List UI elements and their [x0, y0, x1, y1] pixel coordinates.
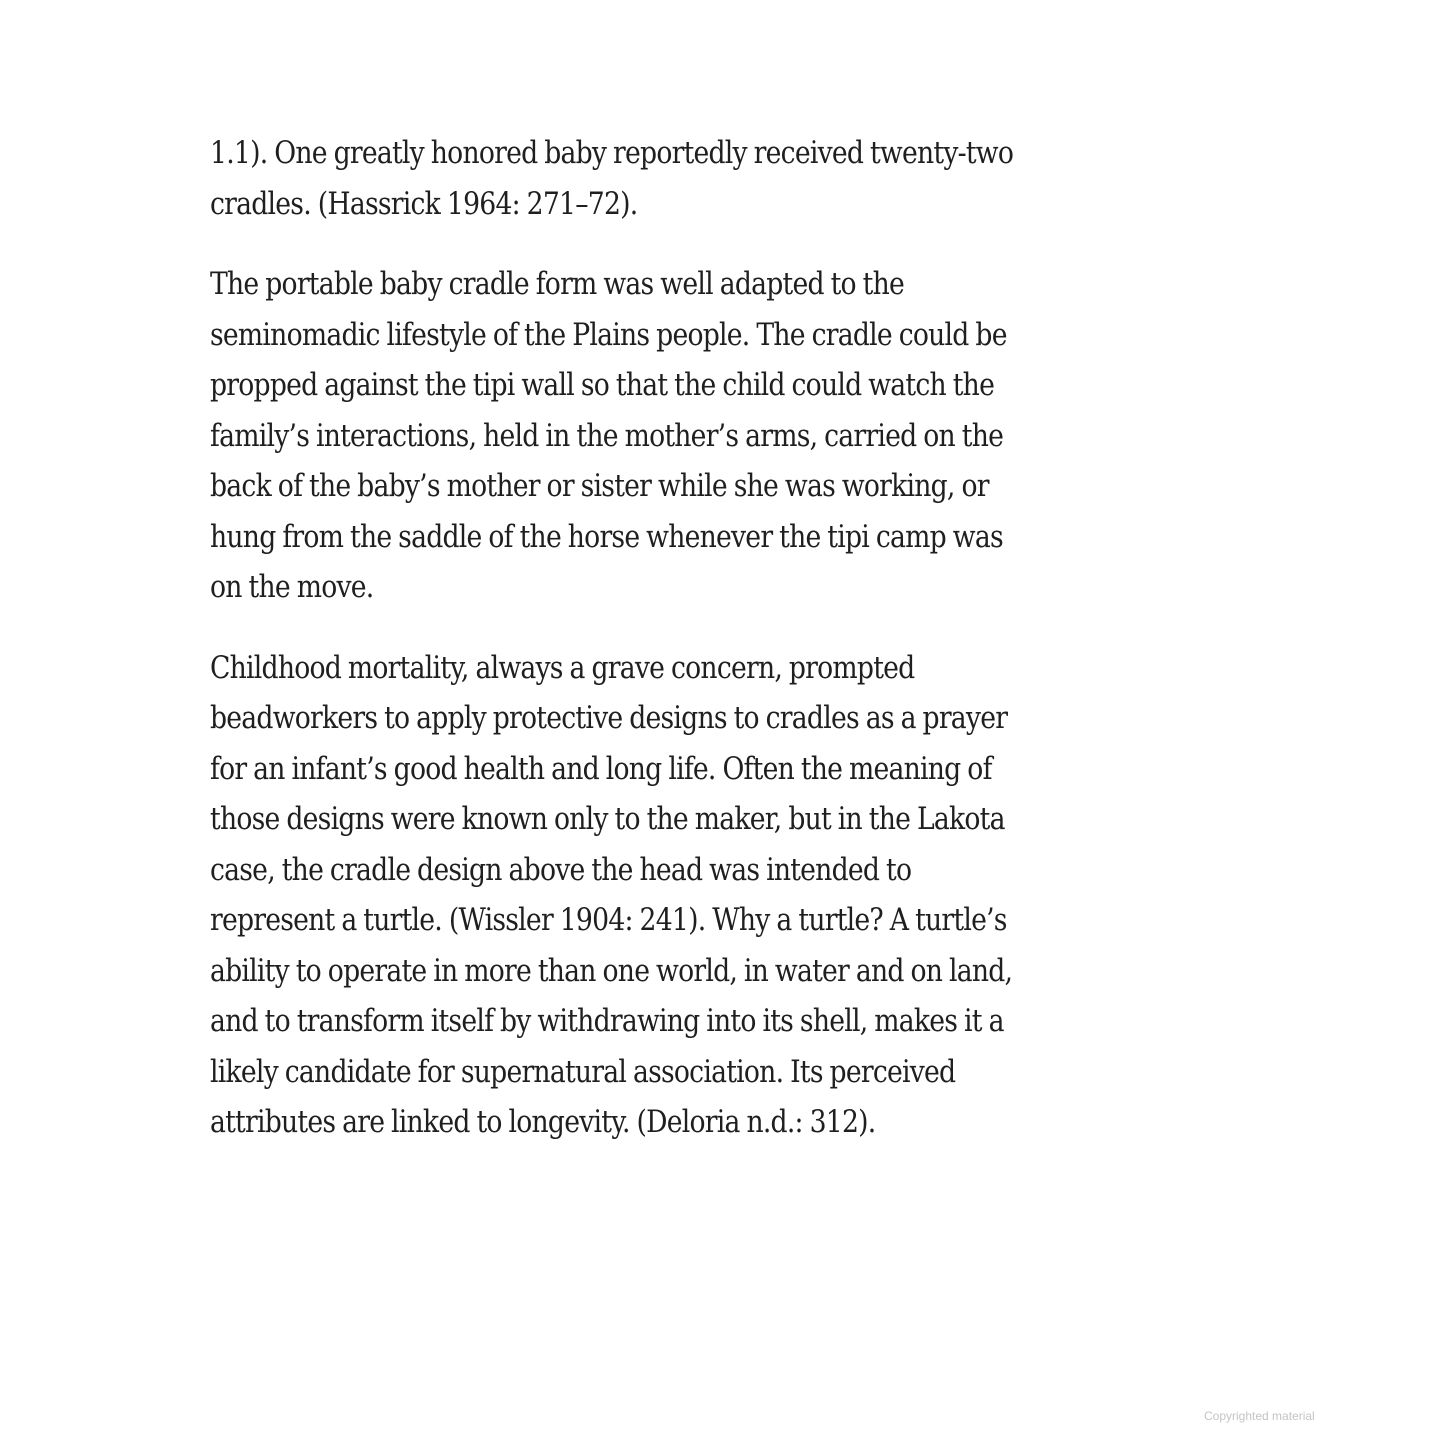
copyright-watermark: Copyrighted material	[1204, 1409, 1315, 1423]
text-line: case, the cradle design above the head was intended to	[210, 851, 912, 888]
paragraph-childhood-mortality	[210, 643, 1250, 1148]
text-line: attributes are linked to longevity. (Deloria n.d.: 312).	[210, 1104, 876, 1140]
text-line: those designs were known only to the maker, but in the Lakota	[210, 801, 1005, 837]
paragraph-portable-cradle	[210, 259, 1250, 613]
paragraph-cradles-count	[210, 128, 1250, 229]
text-line: hung from the saddle of the horse whenever the tipi camp was	[210, 518, 1003, 555]
text-line: represent a turtle. (Wissler 1904: 241). Why a turtle? A turtle’s	[210, 902, 1007, 938]
text-line: family’s interactions, held in the mother’s arms, carried on the	[210, 417, 1004, 454]
text-line: back of the baby’s mother or sister while she was working, or	[210, 468, 989, 504]
text-line: beadworkers to apply protective designs to cradles as a prayer	[210, 700, 1008, 736]
text-line: likely candidate for supernatural association. Its perceived	[210, 1053, 956, 1090]
text-line: for an infant’s good health and long life. Often the meaning of	[210, 750, 992, 787]
page-body	[210, 128, 1250, 1178]
text-line: seminomadic lifestyle of the Plains people. The cradle could be	[210, 316, 1007, 353]
text-line: ability to operate in more than one world, in water and on land,	[210, 952, 1013, 989]
text-line: 1.1). One greatly honored baby reportedly received twenty-two	[210, 135, 1014, 171]
text-line: Childhood mortality, always a grave concern, prompted	[210, 649, 915, 686]
text-line: on the move.	[210, 569, 374, 605]
text-line: cradles. (Hassrick 1964: 271–72).	[210, 185, 638, 222]
text-line: propped against the tipi wall so that the child could watch the	[210, 367, 995, 403]
text-line: and to transform itself by withdrawing into its shell, makes it a	[210, 1003, 1004, 1039]
text-line: The portable baby cradle form was well adapted to the	[210, 266, 905, 302]
